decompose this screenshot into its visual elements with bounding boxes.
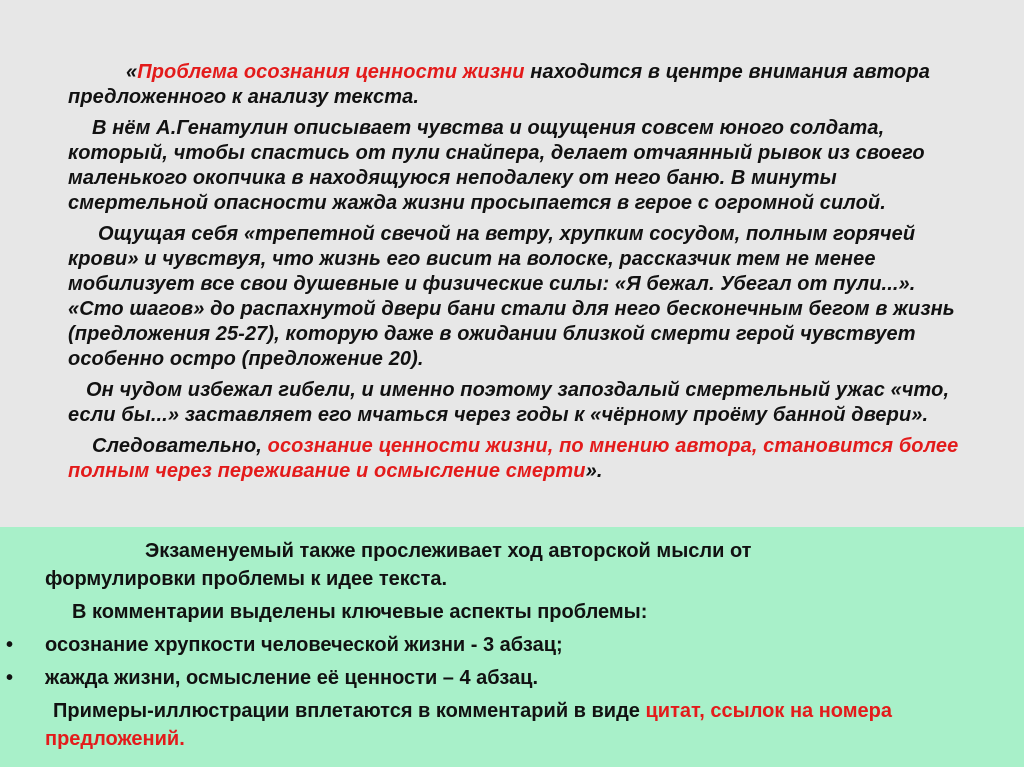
examples-line-2 [0,725,1024,753]
open-quote: « [126,61,138,83]
examples-prefix: Примеры-иллюстрации вплетаются в комментарий в виде [53,700,646,722]
paragraph-conclusion [68,434,968,484]
commentary-text [0,537,1024,753]
essay-excerpt [68,60,968,490]
paragraph-escape: Он чудом избежал гибели, и именно поэтому запоздалый смертельный ужас «что, если бы...» заставляет его мчаться через годы к «чёрному проёму банной двери». [68,379,950,426]
commentary-line-2: формулировки проблемы к идее текста. [45,568,448,590]
examples-line [0,697,1024,725]
problem-statement: Проблема осознания ценности жизни [137,61,525,83]
bullet-text: осознание хрупкости человеческой жизни - 3 абзац; [45,634,563,656]
bullet-icon: • [6,634,14,656]
conclusion-prefix: Следовательно, [92,435,268,457]
paragraph-problem [68,60,968,110]
problem-rest: находится в центре внимания автора предложенного к анализу текста. [68,61,930,108]
bullet-item [0,664,1024,692]
paragraph-description: В нём А.Генатулин описывает чувства и ощущения совсем юного солдата, который, чтобы спастись от пули снайпера, делает отчаянный рывок из своего маленького окопчика в находящуюся неподалеку от него баню. В минуты смертельной опасности жажда жизни просыпается в герое с огромной силой. [68,117,925,214]
conclusion-highlight: осознание ценности жизни, по мнению автора, становится более полным через переживание и осмысление смерти [68,435,959,482]
paragraph-quotes: Ощущая себя «трепетной свечой на ветру, хрупким сосудом, полным горячей крови» и чувствуя, что жизнь его висит на волоске, рассказчик тем не менее мобилизует все свои душевные и физические силы: «Я бежал. Убегал от пули...». «Сто шагов» до распахнутой двери бани стали для него бесконечным бегом в жизнь (предложения 25-27), которую даже в ожидании близкой смерти герой чувствует особенно остро (предложение 20). [68,223,955,370]
bullet-icon: • [6,667,14,689]
commentary-line-3: В комментарии выделены ключевые аспекты проблемы: [72,601,648,623]
close-quote: ». [585,460,603,482]
examples-highlight: цитат, ссылок на номера [645,700,892,722]
commentary-line-1: Экзаменуемый также прослеживает ход авторской мысли от [145,540,752,562]
commentary-section [0,527,1024,767]
bullet-item [0,631,1024,659]
examples-highlight-2: предложений. [45,728,185,750]
bullet-text: жажда жизни, осмысление её ценности – 4 абзац. [45,667,539,689]
